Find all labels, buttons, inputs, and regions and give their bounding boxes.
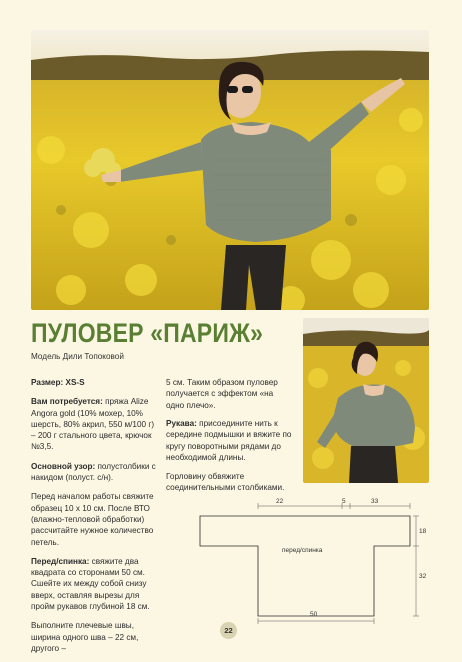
dim-bottom: 50 [310, 611, 318, 618]
sleeves-label: Рукава: [166, 419, 197, 428]
dim-top-left: 22 [276, 498, 284, 505]
materials-text: пряжа Alize Angora gold (10% мохер, 10% шерсть, 80% акрил, 550 м/100 г) – 200 г стального цвета, крючок №3,5. [31, 397, 155, 452]
text-column-3 [166, 418, 293, 502]
gauge-paragraph: Перед началом работы свяжите образец 10 х 10 см. После ВТО (влажно-тепловой обработки) рассчитайте нужное количество петель. [31, 492, 154, 547]
dim-top-right: 33 [371, 498, 379, 505]
materials-paragraph [31, 396, 159, 452]
materials-label: Вам потребуется: [31, 397, 103, 407]
schematic-label: перед/спинка [282, 547, 323, 554]
frontback-text: свяжите два квадрата со сторонами 50 см. Сшейте их между собой снизу вверх, оставляя вырезы для пройм рукавов глубиной 18 см. [31, 556, 150, 612]
shoulder-continued: 5 см. Таким образом пуловер получается с эффектом «на одно плечо». [166, 378, 278, 410]
side-photo [303, 318, 429, 483]
size-paragraph [31, 377, 159, 388]
article-author: Модель Дили Топоковой [31, 352, 124, 361]
size-label: Размер: [31, 378, 64, 387]
dim-side-lower: 32 [419, 573, 427, 580]
size-value: XS-S [65, 378, 85, 387]
article-title: ПУЛОВЕР «ПАРИЖ» [31, 318, 264, 348]
page-number: 22 [220, 622, 237, 639]
dim-side-upper: 18 [419, 528, 427, 535]
pattern-label: Основной узор: [31, 461, 96, 471]
sleeves-paragraph [166, 418, 293, 463]
frontback-label: Перед/спинка: [31, 556, 90, 566]
pattern-paragraph [31, 461, 159, 484]
schematic-outline [200, 516, 410, 616]
text-column-2 [166, 377, 292, 419]
dim-top-mid: 5 [342, 498, 346, 505]
main-photo [31, 30, 429, 310]
frontback-paragraph [31, 556, 159, 612]
pattern-text: полустолбики с накидом (полуст. с/н). [31, 461, 156, 483]
neck-paragraph: Горловину обвяжите соединительными столбиками. [166, 472, 285, 493]
sleeves-text: присоедините нить к середине подмышки и вяжите по кругу поворотными рядами до необходимой длины. [166, 419, 292, 462]
text-column-1 [31, 377, 159, 662]
shoulder-paragraph: Выполните плечевые швы, ширина одного шва – 22 см, другого – [31, 621, 139, 653]
pattern-schematic [198, 494, 433, 624]
